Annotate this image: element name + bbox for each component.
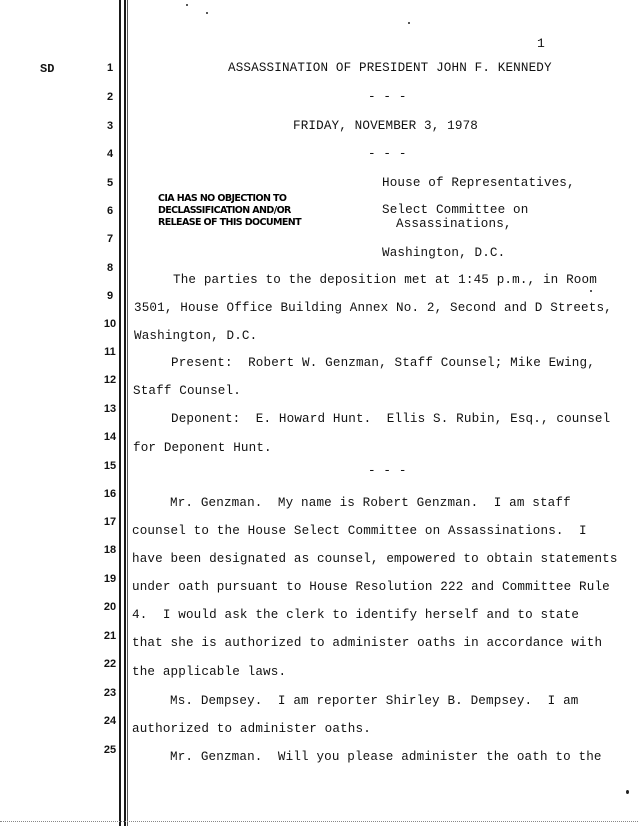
body-line: the applicable laws. (132, 665, 287, 679)
scan-speck (626, 790, 629, 794)
body-line: that she is authorized to administer oaths in accordance with (132, 636, 603, 650)
line-number: 14 (103, 431, 117, 443)
location-line: House of Representatives, (382, 176, 575, 190)
line-number: 1 (106, 62, 114, 74)
body-line: Deponent: E. Howard Hunt. Ellis S. Rubin, Esq., counsel (171, 412, 611, 426)
line-number: 19 (103, 573, 117, 585)
location-line: Assassinations, (396, 217, 512, 231)
session-date: FRIDAY, NOVEMBER 3, 1978 (293, 119, 478, 133)
body-line: Mr. Genzman. My name is Robert Genzman. I am staff (170, 496, 571, 510)
left-margin-rule-double (124, 0, 126, 826)
body-line: The parties to the deposition met at 1:45 p.m., in Room (173, 273, 597, 287)
line-number: 18 (103, 544, 117, 556)
scan-speck (186, 4, 188, 6)
body-line: Mr. Genzman. Will you please administer the oath to the (170, 750, 602, 764)
body-line: Staff Counsel. (133, 384, 241, 398)
bottom-scan-edge (0, 821, 638, 824)
line-number: 24 (103, 715, 117, 727)
line-number: 16 (103, 488, 117, 500)
line-number: 7 (106, 233, 114, 245)
separator: - - - (368, 90, 407, 104)
scan-speck (590, 290, 592, 292)
scan-speck (206, 12, 208, 14)
line-number: 9 (106, 290, 114, 302)
document-title: ASSASSINATION OF PRESIDENT JOHN F. KENNEDY (228, 61, 552, 75)
separator: - - - (368, 147, 407, 161)
body-line: Present: Robert W. Genzman, Staff Counsel; Mike Ewing, (171, 356, 595, 370)
body-line: Washington, D.C. (134, 329, 258, 343)
body-line: have been designated as counsel, empowered to obtain statements (132, 552, 618, 566)
line-number: 6 (106, 205, 114, 217)
line-number: 8 (106, 262, 114, 274)
line-number: 22 (103, 658, 117, 670)
line-number: 23 (103, 687, 117, 699)
body-line: for Deponent Hunt. (133, 441, 272, 455)
stamp-line: RELEASE OF THIS DOCUMENT (158, 217, 301, 228)
line-number: 5 (106, 177, 114, 189)
body-line: counsel to the House Select Committee on Assassinations. I (132, 524, 587, 538)
line-number: 10 (103, 318, 117, 330)
page-number: 1 (537, 36, 545, 51)
left-margin-rule-inner (127, 0, 128, 826)
line-number: 2 (106, 91, 114, 103)
line-number: 13 (103, 403, 117, 415)
line-number: 4 (106, 148, 114, 160)
body-line: 3501, House Office Building Annex No. 2, Second and D Streets, (134, 301, 612, 315)
line-number: 17 (103, 516, 117, 528)
line-number: 3 (106, 120, 114, 132)
line-number: 11 (104, 346, 116, 358)
reporter-initials: SD (40, 62, 55, 76)
body-line: authorized to administer oaths. (132, 722, 371, 736)
body-line: 4. I would ask the clerk to identify herself and to state (132, 608, 580, 622)
line-number: 15 (103, 460, 117, 472)
line-number: 21 (103, 630, 117, 642)
declassification-stamp (158, 193, 306, 229)
separator: - - - (368, 464, 407, 478)
body-line: Ms. Dempsey. I am reporter Shirley B. Dempsey. I am (170, 694, 579, 708)
line-number: 20 (103, 601, 117, 613)
scan-speck (408, 22, 410, 24)
line-number: 12 (103, 374, 117, 386)
stamp-line: CIA HAS NO OBJECTION TO (158, 193, 287, 204)
body-line: under oath pursuant to House Resolution 222 and Committee Rule (132, 580, 610, 594)
location-line: Washington, D.C. (382, 246, 506, 260)
stamp-line: DECLASSIFICATION AND/OR (158, 205, 291, 216)
line-number: 25 (103, 744, 117, 756)
location-line: Select Committee on (382, 203, 529, 217)
